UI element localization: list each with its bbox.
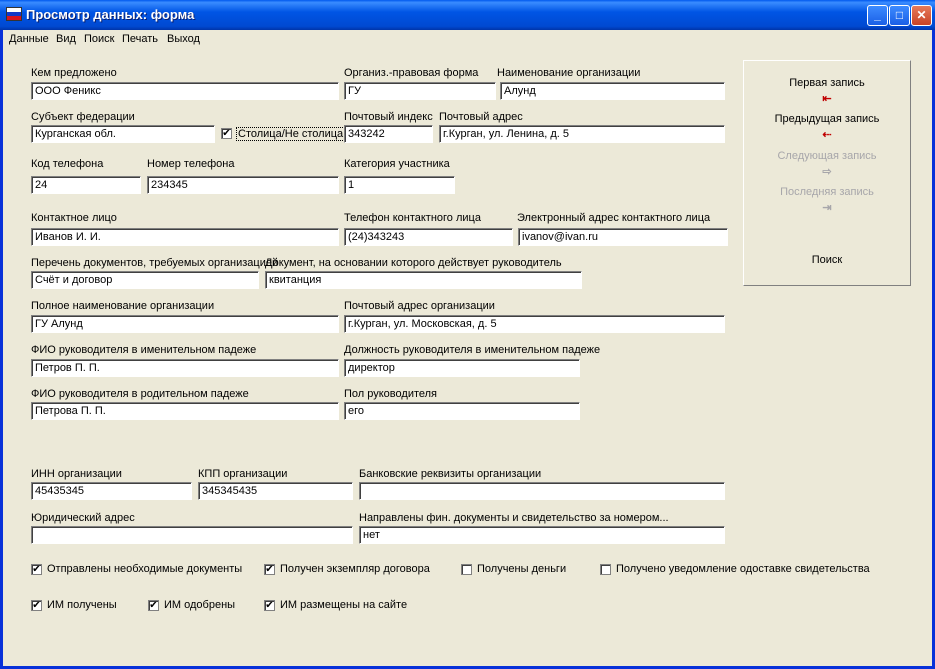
legal-form-label: Организ.-правовая форма	[344, 67, 479, 79]
legal-address-label: Юридический адрес	[31, 512, 135, 524]
menu-bar	[3, 30, 932, 49]
next-record-icon[interactable]: ⇨	[822, 166, 832, 178]
head-basis-doc-label: Документ, на основании которого действует руководитель	[265, 257, 562, 269]
next-record-button[interactable]: Следующая запись	[777, 150, 877, 162]
window-title: Просмотр данных: форма	[26, 7, 195, 22]
org-postal-address-field[interactable]: г.Курган, ул. Московская, д. 5	[344, 315, 725, 333]
money-received-label: Получены деньги	[477, 563, 567, 575]
head-fio-nom-field[interactable]: Петров П. П.	[31, 359, 339, 377]
org-name-label: Наименование организации	[497, 67, 641, 79]
kpp-label: КПП организации	[198, 468, 288, 480]
head-position-nom-field[interactable]: директор	[344, 359, 580, 377]
phone-number-field[interactable]: 234345	[147, 176, 339, 194]
postal-address-label: Почтовый адрес	[439, 111, 523, 123]
title-bar[interactable]	[0, 0, 935, 30]
docs-sent-label: Отправлены необходимые документы	[47, 563, 243, 575]
menu-print[interactable]: Печать	[122, 33, 159, 45]
capital-checkbox[interactable]: ✔	[222, 128, 231, 139]
close-icon: ✕	[916, 8, 927, 22]
prev-record-button[interactable]: Предыдущая запись	[774, 113, 880, 125]
first-record-button[interactable]: Первая запись	[789, 77, 865, 89]
first-record-icon[interactable]: ⇤	[822, 93, 832, 105]
bank-details-field[interactable]	[359, 482, 725, 500]
region-label: Субъект федерации	[31, 111, 135, 123]
docs-sent-checkbox[interactable]: ✔	[32, 564, 41, 575]
contact-person-label: Контактное лицо	[31, 212, 117, 224]
participant-category-field[interactable]: 1	[344, 176, 455, 194]
im-received-label: ИМ получены	[47, 599, 117, 611]
close-button[interactable]	[911, 5, 932, 26]
proposed-by-label: Кем предложено	[31, 67, 117, 79]
head-fio-gen-label: ФИО руководителя в родительном падеже	[31, 388, 249, 400]
search-button[interactable]: Поиск	[811, 254, 843, 266]
prev-record-icon[interactable]: ⇠	[822, 129, 832, 141]
fin-docs-sent-label: Направлены фин. документы и свидетельство за номером...	[359, 512, 669, 524]
inn-label: ИНН организации	[31, 468, 122, 480]
legal-form-field[interactable]: ГУ	[344, 82, 496, 100]
delivery-notice-label: Получено уведомление одоставке свидетельства	[616, 563, 870, 575]
legal-address-field[interactable]	[31, 526, 353, 544]
contract-received-checkbox[interactable]: ✔	[265, 564, 274, 575]
org-postal-address-label: Почтовый адрес организации	[344, 300, 495, 312]
minimize-icon: _	[874, 8, 881, 22]
maximize-button[interactable]	[889, 5, 910, 26]
contact-person-field[interactable]: Иванов И. И.	[31, 228, 339, 246]
im-received-checkbox[interactable]: ✔	[32, 600, 41, 611]
money-received-checkbox[interactable]	[461, 564, 472, 575]
head-basis-doc-field[interactable]: квитанция	[265, 271, 582, 289]
capital-label: Столица/Не столица	[238, 128, 344, 140]
org-name-field[interactable]: Алунд	[500, 82, 725, 100]
contact-email-label: Электронный адрес контактного лица	[517, 212, 711, 224]
bank-details-label: Банковские реквизиты организации	[359, 468, 542, 480]
menu-exit[interactable]: Выход	[167, 33, 200, 45]
postal-index-field[interactable]: 343242	[344, 125, 433, 143]
russia-flag-icon	[6, 7, 22, 21]
head-fio-nom-label: ФИО руководителя в именительном падеже	[31, 344, 257, 356]
minimize-button[interactable]	[867, 5, 888, 26]
inn-field[interactable]: 45435345	[31, 482, 192, 500]
phone-code-label: Код телефона	[31, 158, 104, 170]
head-gender-label: Пол руководителя	[344, 388, 438, 400]
last-record-icon[interactable]: ⇥	[822, 202, 832, 214]
last-record-button[interactable]: Последняя запись	[780, 186, 874, 198]
participant-category-label: Категория участника	[344, 158, 450, 170]
menu-search[interactable]: Поиск	[84, 33, 115, 45]
im-approved-label: ИМ одобрены	[164, 599, 236, 611]
contact-email-field[interactable]: ivanov@ivan.ru	[518, 228, 728, 246]
proposed-by-field[interactable]: ООО Феникс	[31, 82, 339, 100]
head-position-nom-label: Должность руководителя в именительном падеже	[344, 344, 601, 356]
postal-index-label: Почтовый индекс	[344, 111, 433, 123]
contact-phone-label: Телефон контактного лица	[344, 212, 481, 224]
region-field[interactable]: Курганская обл.	[31, 125, 215, 143]
phone-number-label: Номер телефона	[147, 158, 235, 170]
phone-code-field[interactable]: 24	[31, 176, 141, 194]
im-approved-checkbox[interactable]: ✔	[149, 600, 158, 611]
docs-required-field[interactable]: Счёт и договор	[31, 271, 259, 289]
record-navigation-panel	[743, 60, 911, 286]
menu-view[interactable]: Вид	[56, 33, 76, 45]
im-published-label: ИМ размещены на сайте	[280, 599, 408, 611]
postal-address-field[interactable]: г.Курган, ул. Ленина, д. 5	[439, 125, 725, 143]
docs-required-label: Перечень документов, требуемых организацией	[31, 257, 279, 269]
kpp-field[interactable]: 345345435	[198, 482, 353, 500]
full-org-name-label: Полное наименование организации	[31, 300, 215, 312]
full-org-name-field[interactable]: ГУ Алунд	[31, 315, 339, 333]
contract-received-label: Получен экземпляр договора	[280, 563, 430, 575]
head-gender-field[interactable]: его	[344, 402, 580, 420]
head-fio-gen-field[interactable]: Петрова П. П.	[31, 402, 339, 420]
menu-data[interactable]: Данные	[9, 33, 49, 45]
maximize-icon: □	[895, 8, 904, 22]
contact-phone-field[interactable]: (24)343243	[344, 228, 513, 246]
im-published-checkbox[interactable]: ✔	[265, 600, 274, 611]
delivery-notice-checkbox[interactable]	[600, 564, 611, 575]
fin-docs-sent-field[interactable]: нет	[359, 526, 725, 544]
